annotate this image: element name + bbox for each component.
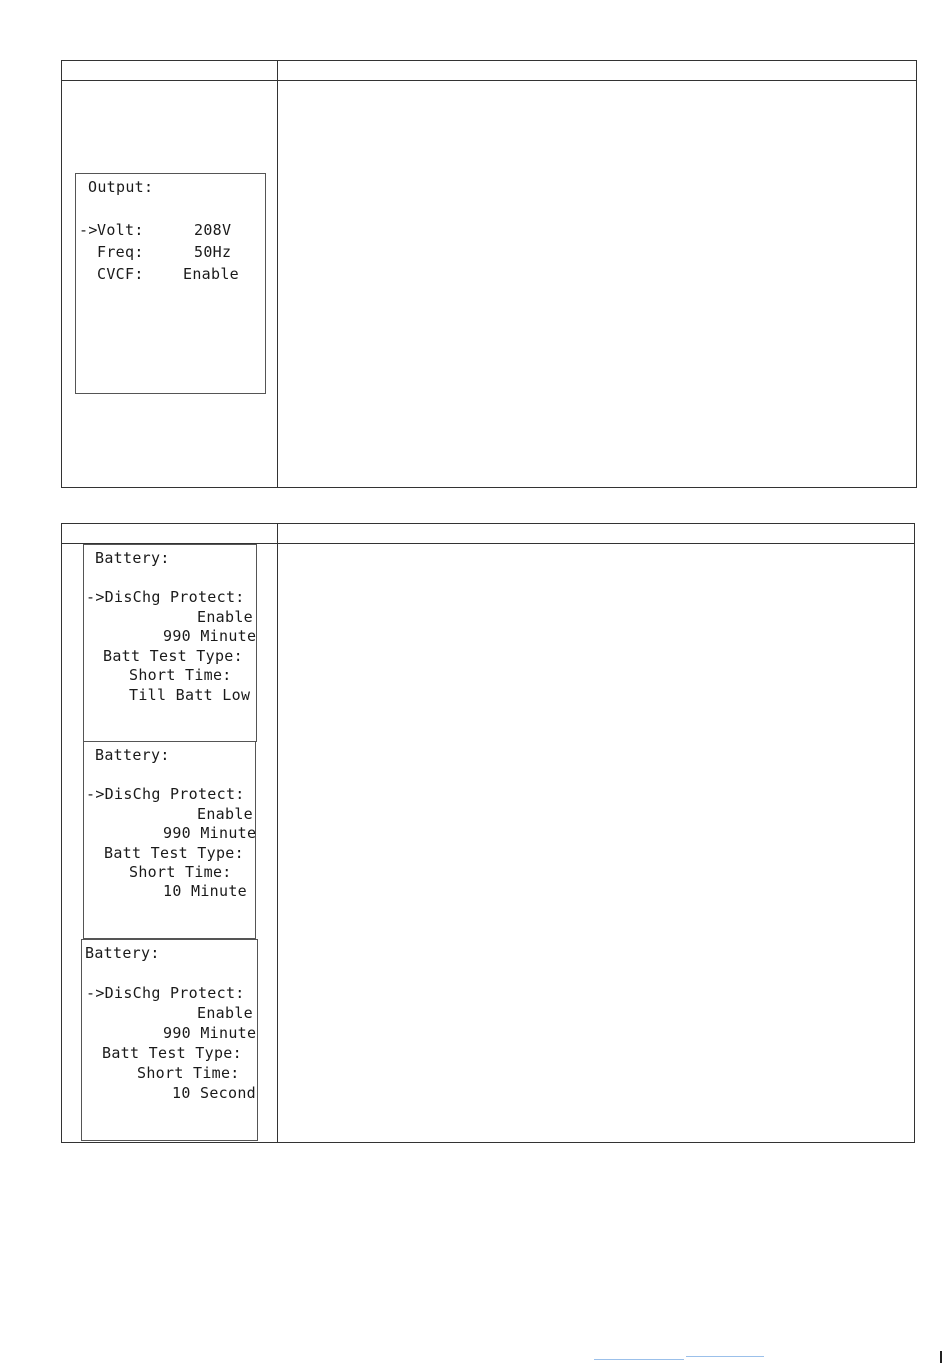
short-time-value: 10 Second bbox=[172, 1084, 256, 1102]
batt-test-type-label: Batt Test Type: bbox=[103, 647, 243, 665]
output-lcd-screen bbox=[75, 173, 266, 394]
short-time-label: Short Time: bbox=[129, 666, 232, 684]
column-divider bbox=[277, 524, 278, 1142]
lcd-title: Output: bbox=[88, 178, 154, 196]
battery-lcd-screen-10-minute bbox=[83, 741, 256, 939]
lcd-title: Battery: bbox=[85, 944, 160, 962]
batt-test-type-label: Batt Test Type: bbox=[102, 1044, 242, 1062]
battery-lcd-screen-till-low bbox=[83, 544, 257, 742]
footer-link-underline bbox=[594, 1359, 684, 1360]
table-header-row bbox=[62, 61, 916, 81]
discharge-protect-time: 990 Minute bbox=[163, 824, 257, 842]
cvcf-label: CVCF: bbox=[97, 265, 144, 283]
volt-value: 208V bbox=[194, 221, 232, 239]
freq-label: Freq: bbox=[97, 243, 144, 261]
lcd-title: Battery: bbox=[95, 549, 170, 567]
table-header-row bbox=[62, 524, 914, 544]
freq-value: 50Hz bbox=[194, 243, 232, 261]
short-time-label: Short Time: bbox=[137, 1064, 240, 1082]
volt-label: Volt: bbox=[97, 221, 144, 239]
discharge-protect-state: Enable bbox=[197, 805, 253, 823]
page-edge-mark bbox=[940, 1351, 942, 1363]
column-divider bbox=[277, 61, 278, 487]
battery-lcd-screen-10-second bbox=[81, 939, 258, 1141]
discharge-protect-time: 990 Minute bbox=[163, 627, 257, 645]
discharge-protect-label: ->DisChg Protect: bbox=[86, 785, 245, 803]
cvcf-value: Enable bbox=[183, 265, 239, 283]
discharge-protect-state: Enable bbox=[197, 1004, 253, 1022]
menu-cursor-arrow: -> bbox=[79, 221, 98, 239]
short-time-value: 10 Minute bbox=[163, 882, 247, 900]
discharge-protect-label: ->DisChg Protect: bbox=[86, 588, 245, 606]
short-time-value: Till Batt Low bbox=[129, 686, 251, 704]
short-time-label: Short Time: bbox=[129, 863, 232, 881]
batt-test-type-label: Batt Test Type: bbox=[104, 844, 244, 862]
lcd-title: Battery: bbox=[95, 746, 170, 764]
discharge-protect-label: ->DisChg Protect: bbox=[86, 984, 245, 1002]
discharge-protect-state: Enable bbox=[197, 608, 253, 626]
discharge-protect-time: 990 Minute bbox=[163, 1024, 257, 1042]
footer-link-underline bbox=[686, 1356, 764, 1357]
